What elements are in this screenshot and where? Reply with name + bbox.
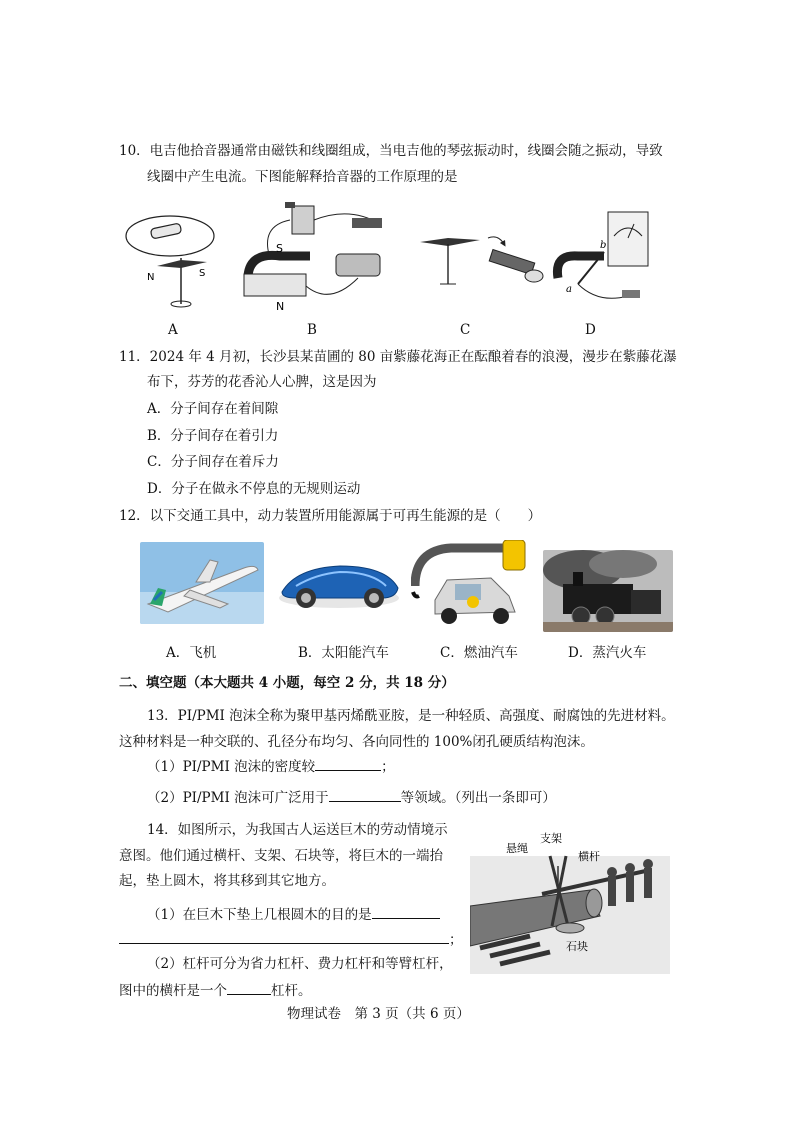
q14-sub2-end: 杠杆。 xyxy=(271,983,312,999)
fig-d-label-b: b xyxy=(600,240,607,251)
q13-stem-line2: 这种材料是一种交联的、孔径分布均匀、各向同性的 100%闭孔硬质结构泡沫。 xyxy=(119,734,594,750)
q13-sub2 xyxy=(147,787,556,808)
q11-stem-line2: 布下，芬芳的花香沁人心脾，这是因为 xyxy=(147,374,377,390)
q10-stem-line1: 10．电吉他拾音器通常由磁铁和线圈组成，当电吉他的琴弦振动时，线圈会随之振动，导致 xyxy=(119,143,663,159)
fig-b-label-s: S xyxy=(276,242,283,255)
fig-d-label-a: a xyxy=(566,284,572,295)
fuel-car-image xyxy=(411,540,535,628)
fig-label-stone: 石块 xyxy=(566,940,588,953)
q14-blank-1a[interactable] xyxy=(372,904,440,919)
fig-a-label-n: N xyxy=(147,272,155,283)
q13-sub2-end: 等领域。（列出一条即可） xyxy=(400,790,556,806)
airplane-image xyxy=(140,542,264,624)
q14-stem-line2: 意图。他们通过横杆、支架、石块等，将巨木的一端抬 xyxy=(119,848,443,864)
fig-label-bracket: 支架 xyxy=(540,832,562,845)
section2-title: 二、填空题（本大题共 4 小题，每空 2 分，共 18 分） xyxy=(119,675,455,691)
solar-car-image xyxy=(276,542,402,624)
q10-figure-a xyxy=(125,208,225,320)
q10-figure-d xyxy=(548,208,658,306)
q14-sub2-text: 图中的横杆是一个 xyxy=(119,983,227,999)
q14-figure xyxy=(470,826,670,974)
q14-sub1 xyxy=(147,904,440,925)
q14-stem-line1: 14．如图所示，为我国古人运送巨木的劳动情境示 xyxy=(147,822,448,838)
q10-stem-line2: 线圈中产生电流。下图能解释拾音器的工作原理的是 xyxy=(147,169,458,185)
fig-a-label-s: S xyxy=(199,268,206,279)
q10-option-c: C xyxy=(460,322,471,338)
q12-stem: 12．以下交通工具中，动力装置所用能源属于可再生能源的是（ ） xyxy=(119,508,542,524)
q14-blank-2[interactable] xyxy=(227,980,271,995)
q12-option-c: C．燃油汽车 xyxy=(440,645,518,661)
q14-sub1-cont xyxy=(119,929,463,950)
q14-blank-1b[interactable] xyxy=(119,929,449,944)
q13-sub2-text: （2）PI/PMI 泡沫可广泛用于 xyxy=(147,790,329,806)
q11-option-d: D．分子在做永不停息的无规则运动 xyxy=(147,481,361,497)
q12-option-b: B．太阳能汽车 xyxy=(298,645,389,661)
q14-sub1-text: （1）在巨木下垫上几根圆木的目的是 xyxy=(147,907,372,923)
q14-sub1-end: ； xyxy=(449,932,463,948)
q11-stem-line1: 11．2024 年 4 月初，长沙县某苗圃的 80 亩紫藤花海正在酝酿着春的浪漫，漫步在紫藤花瀑 xyxy=(119,349,677,365)
q14-sub2-line1: （2）杠杆可分为省力杠杆、费力杠杆和等臂杠杆， xyxy=(147,956,453,972)
q14-sub2-line2 xyxy=(119,980,312,1001)
q13-sub1 xyxy=(147,756,395,777)
q13-blank-2[interactable] xyxy=(329,787,401,802)
q11-option-a: A．分子间存在着间隙 xyxy=(147,401,279,417)
fig-label-bar: 横杆 xyxy=(578,850,600,863)
q11-option-c: C．分子间存在着斥力 xyxy=(147,454,279,470)
q14-stem-line3: 起，垫上圆木，将其移到其它地方。 xyxy=(119,873,335,889)
q13-blank-1[interactable] xyxy=(315,756,381,771)
q13-stem-line1: 13．PI/PMI 泡沫全称为聚甲基丙烯酰亚胺，是一种轻质、高强度、耐腐蚀的先进材料。 xyxy=(147,708,675,724)
q12-option-d: D．蒸汽火车 xyxy=(568,645,647,661)
steam-train-image xyxy=(543,550,673,632)
q10-figure-b xyxy=(240,196,390,316)
q10-option-d: D xyxy=(585,322,596,338)
fig-b-label-n: N xyxy=(276,300,285,313)
q11-option-b: B．分子间存在着引力 xyxy=(147,428,279,444)
q13-sub1-text: （1）PI/PMI 泡沫的密度较 xyxy=(147,759,316,775)
q10-option-a: A xyxy=(168,322,178,338)
q12-option-a: A．飞机 xyxy=(166,645,217,661)
q13-sub1-end: ； xyxy=(381,759,395,775)
q10-option-b: B xyxy=(307,322,317,338)
q10-figure-c xyxy=(418,232,548,302)
fig-label-rope: 悬绳 xyxy=(506,842,528,855)
page-footer: 物理试卷 第 3 页（共 6 页） xyxy=(287,1006,470,1022)
